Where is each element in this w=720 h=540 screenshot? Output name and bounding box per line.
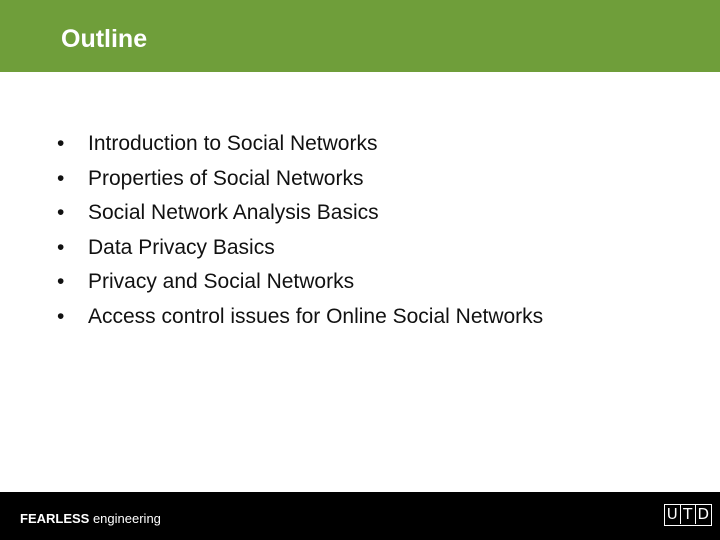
utd-logo xyxy=(664,504,712,526)
bullet-icon: • xyxy=(57,201,65,225)
bullet-icon: • xyxy=(57,166,65,190)
slide-title: Outline xyxy=(61,25,148,53)
footer-brand-rest: engineering xyxy=(89,511,161,526)
logo-letter-u: U xyxy=(666,505,678,523)
outline-item-text: Properties of Social Networks xyxy=(88,166,364,190)
logo-letter-t: T xyxy=(680,505,696,524)
logo-letter-d: D xyxy=(695,505,711,524)
footer-brand-bold: FEARLESS xyxy=(20,511,90,526)
bullet-icon: • xyxy=(57,235,65,259)
bullet-icon: • xyxy=(57,270,65,294)
outline-item-text: Data Privacy Basics xyxy=(88,235,275,259)
outline-item-text: Introduction to Social Networks xyxy=(88,132,378,155)
outline-item-text: Access control issues for Online Social Networks xyxy=(88,304,544,328)
bullet-icon: • xyxy=(57,304,65,328)
bullet-icon: • xyxy=(57,132,65,155)
title-bar xyxy=(0,0,720,72)
footer-brand xyxy=(20,511,161,527)
outline-item-text: Privacy and Social Networks xyxy=(88,270,355,294)
outline-item-text: Social Network Analysis Basics xyxy=(88,201,379,225)
footer-bar xyxy=(0,492,720,540)
